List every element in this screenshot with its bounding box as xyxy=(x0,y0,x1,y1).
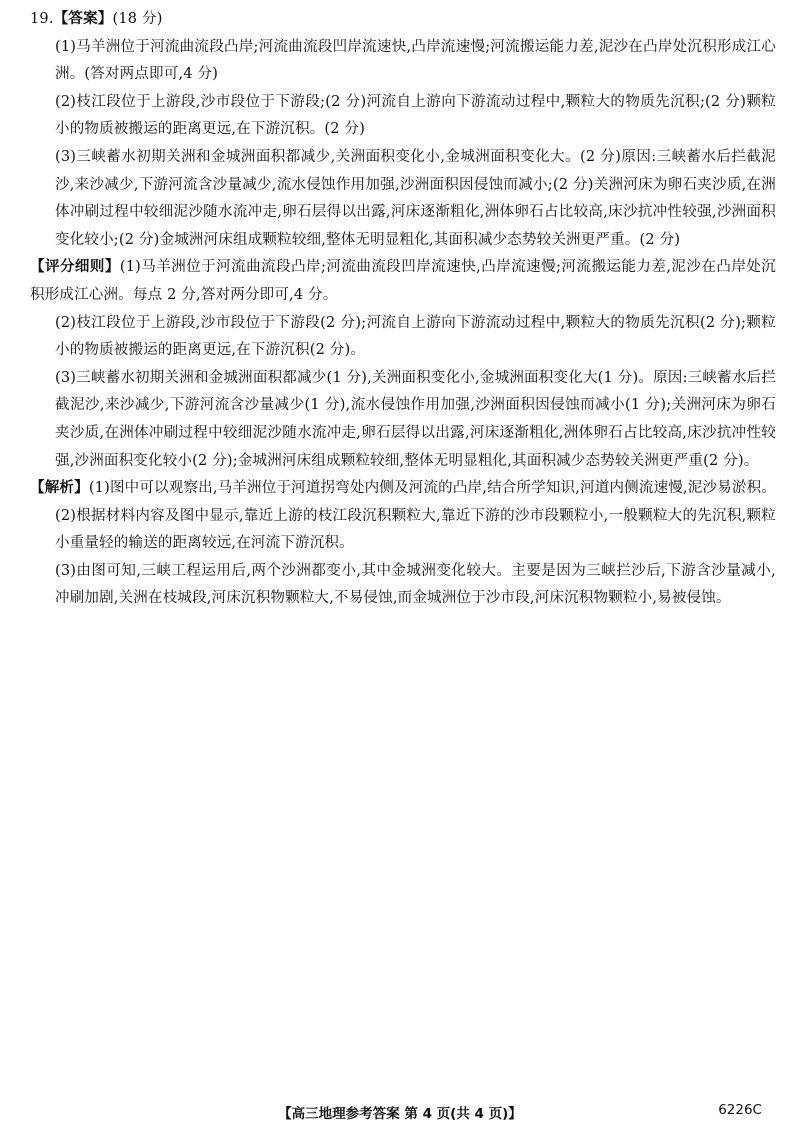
answer-document xyxy=(30,6,776,613)
footer-title: 【高三地理参考答案 第 4 页(共 4 页)】 xyxy=(278,1106,522,1122)
analysis-item-2: (2)根据材料内容及图中显示,靠近上游的枝江段沉积颗粒大,靠近下游的沙市段颗粒小,一般颗粒大的先沉积,颗粒小重量轻的输送的距离较远,在河流下游沉积。 xyxy=(55,507,776,552)
scoring-tag: 【评分细则】 xyxy=(30,259,120,276)
analysis-tag: 【解析】 xyxy=(30,480,89,497)
footer-code: 6226C xyxy=(718,1102,762,1118)
answer-tag: 【答案】 xyxy=(53,11,113,27)
analysis-section xyxy=(30,475,776,503)
answer-item-1: (1)马羊洲位于河流曲流段凸岸;河流曲流段凹岸流速快,凸岸流速慢;河流搬运能力差,泥沙在凸岸处沉积形成江心洲。(答对两点即可,4 分) xyxy=(55,38,776,83)
answer-item-2: (2)枝江段位于上游段,沙市段位于下游段;(2 分)河流自上游向下游流动过程中,颗粒大的物质先沉积;(2 分)颗粒小的物质被搬运的距离更远,在下游沉积。(2 分) xyxy=(55,93,776,138)
question-header xyxy=(30,6,776,34)
answer-item-3: (3)三峡蓄水初期关洲和金城洲面积都减少,关洲面积变化小,金城洲面积变化大。(2 分)原因:三峡蓄水后拦截泥沙,来沙减少,下游河流含沙量减少,流水侵蚀作用加强,沙洲面积因侵蚀而减小;(2 分)关洲河床为卵石夹沙质,在洲体冲刷过程中较细泥沙随水流冲走,卵石层得以出露,河床逐渐粗化,洲体卵石占比较高,床沙抗冲性较强,沙洲面积变化较小;(2 分)金城洲河床组成颗粒较细,整体无明显粗化,其面积减少态势较关洲更严重。(2 分) xyxy=(55,148,776,248)
scoring-section xyxy=(30,254,776,309)
analysis-item-3: (3)由图可知,三峡工程运用后,两个沙洲都变小,其中金城洲变化较大。主要是因为三峡拦沙后,下游含沙量减小,冲刷加剧,关洲在枝城段,河床沉积物颗粒大,不易侵蚀,而金城洲位于沙市段,河床沉积物颗粒小,易被侵蚀。 xyxy=(55,562,776,607)
scoring-item-3: (3)三峡蓄水初期关洲和金城洲面积都减少(1 分),关洲面积变化小,金城洲面积变化大(1 分)。原因:三峡蓄水后拦截泥沙,来沙减少,下游河流含沙量减少(1 分),流水侵蚀作用加强,沙洲面积因侵蚀而减小(1 分);关洲河床为卵石夹沙质,在洲体冲刷过程中较细泥沙随水流冲走,卵石层得以出露,河床逐渐粗化,洲体卵石占比较高,床沙抗冲性较强,沙洲面积变化较小(2 分);金城洲河床组成颗粒较细,整体无明显粗化,其面积减少态势较关洲更严重(2 分)。 xyxy=(55,369,776,469)
scoring-item-2: (2)枝江段位于上游段,沙市段位于下游段(2 分);河流自上游向下游流动过程中,颗粒大的物质先沉积(2 分);颗粒小的物质被搬运的距离更远,在下游沉积(2 分)。 xyxy=(55,314,776,359)
question-number: 19. xyxy=(30,11,54,27)
scoring-item-1: (1)马羊洲位于河流曲流段凸岸;河流曲流段凹岸流速快,凸岸流速慢;河流搬运能力差,泥沙在凸岸处沉积形成江心洲。每点 2 分,答对两分即可,4 分。 xyxy=(30,259,777,303)
question-points: (18 分) xyxy=(112,11,163,27)
analysis-item-1: (1)图中可以观察出,马羊洲位于河道拐弯处内侧及河流的凸岸,结合所学知识,河道内侧流速慢,泥沙易淤积。 xyxy=(88,480,776,497)
page-footer xyxy=(0,1102,800,1126)
